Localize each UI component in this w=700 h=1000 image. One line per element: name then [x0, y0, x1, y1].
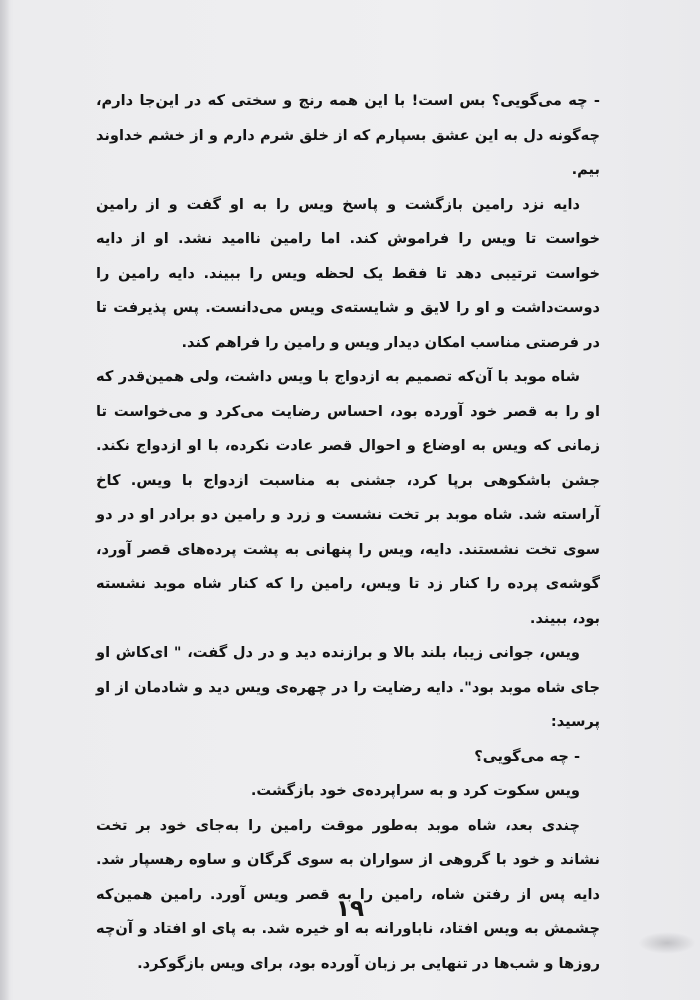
paragraph-2: دایه نزد رامین بازگشت و پاسخ ویس را به او گفت و از رامین خواست تا ویس را فراموش کند. اما رامین ناامید نشد. او از دایه خواست ترتیبی دهد تا فقط یک لحظه ویس را ببیند. دایه رامین را دوست‌داشت و او را لایق و شایسته‌ی ویس می‌دانست. پس پذیرفت تا در فرصتی مناسب امکان دیدار ویس و رامین را فراهم کند. — [96, 195, 600, 351]
paragraph-7: چندی بعد، شاه موبد به‌طور موقت رامین را به‌جای خود بر تخت نشاند و خود با گروهی از سواران به سوی گرگان و ساوه رهسپار شد. دایه پس از رفتن شاه، رامین را به قصر ویس آورد. رامین همین‌که چشمش به ویس افتاد، ناباورانه به او خیره شد. به پای او افتاد و آن‌چه روزها و شب‌ها در تنهایی بر زبان آورده بود، برای ویس بازگوکرد. — [96, 816, 600, 972]
paragraph-3: شاه موبد با آن‌که تصمیم به ازدواج با ویس داشت، ولی همین‌قدر که او را به قصر خود آورده بود، احساس رضایت می‌کرد و می‌خواست تا زمانی که ویس به اوضاع و احوال قصر عادت نکرده، با او ازدواج نکند. جشن باشکوهی برپا کرد، جشنی به مناسبت ازدواج با ویس. کاخ آراسته شد. شاه موبد بر تخت نشست و زرد و رامین دو برادر او در دو سوی تخت نشستند. دایه، ویس را پنهانی به پشت پرده‌های قصر آورد، گوشه‌ی پرده را کنار زد تا ویس، رامین را که کنار شاه موبد نشسته بود، ببیند. — [96, 368, 600, 627]
page-number: ۱۹ — [335, 896, 365, 922]
paragraph-6: ویس سکوت کرد و به سراپرده‌ی خود بازگشت. — [250, 782, 580, 799]
paragraph-5: - چه می‌گویی؟ — [474, 747, 580, 765]
paragraph-1: - چه می‌گویی؟ بس است! با این همه رنج و سختی که در این‌جا دارم، چه‌گونه دل به این عشق بسپارم که از خلق شرم دارم و از خشم خداوند بیم. — [96, 92, 600, 178]
paper-scuff-mark — [638, 932, 696, 954]
body-text — [96, 84, 600, 981]
page-edge-shadow — [0, 0, 10, 1000]
paragraph-4: ویس، جوانی زیبا، بلند بالا و برازنده دید و در دل گفت، " ای‌کاش او جای شاه موبد بود". دایه رضایت را در چهره‌ی ویس دید و شادمان از او پرسید: — [96, 644, 600, 730]
